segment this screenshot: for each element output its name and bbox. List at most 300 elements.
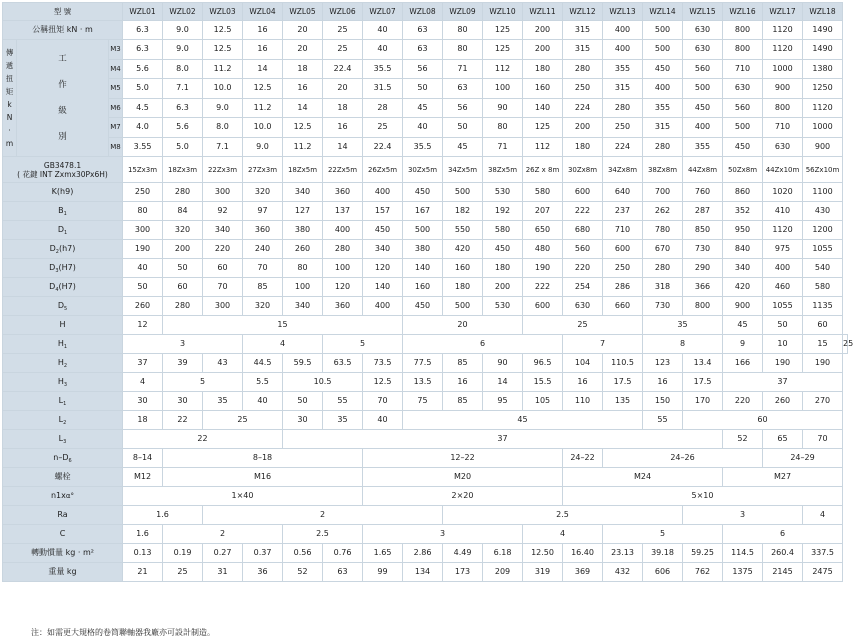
dimension-cell: 60 [203, 259, 243, 278]
dimension-cell: 17.5 [603, 373, 643, 392]
dimension-cell: 59.25 [683, 544, 723, 563]
dimension-label [3, 563, 123, 582]
dimension-cell: 12.5 [363, 373, 403, 392]
dimension-name: H [57, 358, 64, 367]
dimension-label [3, 525, 123, 544]
dimension-cell: 24–26 [603, 449, 763, 468]
dimension-cell: 220 [563, 259, 603, 278]
transmit-torque-cell: 45 [403, 98, 443, 118]
transmit-torque-cell: 31.5 [363, 79, 403, 99]
dimension-cell: 52 [283, 563, 323, 582]
dimension-cell: 50 [763, 316, 803, 335]
dimension-cell: 540 [803, 259, 843, 278]
model-header-cell: WZL02 [163, 3, 203, 21]
dimension-cell: 450 [483, 240, 523, 259]
transmit-torque-cell: 180 [563, 137, 603, 157]
dimension-cell: 55 [323, 392, 363, 411]
transmit-torque-cell: 14 [283, 98, 323, 118]
dimension-cell: 5 [323, 335, 403, 354]
transmit-torque-cell: 250 [603, 118, 643, 138]
dimension-cell: 13.5 [403, 373, 443, 392]
dimension-cell: 1100 [803, 183, 843, 202]
dimension-cell: 123 [643, 354, 683, 373]
dimension-cell: 670 [643, 240, 683, 259]
model-header-cell: WZL13 [603, 3, 643, 21]
dimension-label [3, 354, 123, 373]
transmit-torque-cell: 1120 [803, 98, 843, 118]
dimension-cell: 157 [363, 202, 403, 221]
dimension-cell: 200 [163, 240, 203, 259]
dimension-cell: 730 [643, 297, 683, 316]
transmit-torque-cell: 200 [563, 118, 603, 138]
transmit-torque-cell: 50 [443, 118, 483, 138]
transmit-torque-cell: 630 [723, 79, 763, 99]
dimension-cell: 550 [443, 221, 483, 240]
dimension-cell: 287 [683, 202, 723, 221]
dimension-cell: 190 [763, 354, 803, 373]
dimension-row-H1 [3, 335, 848, 354]
transmit-torque-cell: 12.5 [203, 40, 243, 60]
model-header-cell: WZL16 [723, 3, 763, 21]
dimension-name: 螺栓 [54, 472, 71, 481]
dimension-cell: 600 [603, 240, 643, 259]
dimension-cell: 560 [563, 240, 603, 259]
dimension-cell: 2 [163, 525, 283, 544]
spline-cell: 50Zx8m [723, 157, 763, 183]
dimension-cell: 90 [483, 354, 523, 373]
dimension-cell: 220 [723, 392, 763, 411]
dimension-cell: 640 [603, 183, 643, 202]
dimension-cell: 37 [283, 430, 723, 449]
work-level-label-char: 別 [58, 132, 67, 142]
transmit-torque-cell: 224 [603, 137, 643, 157]
model-header-cell: WZL17 [763, 3, 803, 21]
dimension-cell: 780 [643, 221, 683, 240]
transmit-torque-cell: 1380 [803, 59, 843, 79]
dimension-suffix: α° [65, 492, 75, 500]
transmit-torque-cell: 90 [483, 98, 523, 118]
dimension-cell: 530 [483, 183, 523, 202]
transmit-torque-cell: 40 [403, 118, 443, 138]
spline-cell: 22Zx3m [203, 157, 243, 183]
dimension-cell: 286 [603, 278, 643, 297]
dimension-cell: 337.5 [803, 544, 843, 563]
dimension-cell: 127 [283, 202, 323, 221]
dimension-cell: 1055 [803, 240, 843, 259]
transmit-torque-cell: 200 [523, 40, 563, 60]
dimension-row-Ra [3, 506, 848, 525]
model-header-cell: WZL05 [283, 3, 323, 21]
dimension-cell: 140 [403, 259, 443, 278]
dimension-name: n–D [53, 453, 69, 462]
dimension-row-B1 [3, 202, 848, 221]
dimension-cell: 840 [723, 240, 763, 259]
transmit-torque-cell: 140 [523, 98, 563, 118]
dimension-cell: 730 [683, 240, 723, 259]
dimension-name: 轉動慣量 kg · m² [31, 548, 94, 557]
dimension-name: Ra [57, 510, 68, 519]
dimension-cell: 97 [243, 202, 283, 221]
dimension-cell: 17.5 [683, 373, 723, 392]
transmit-torque-cell: 280 [603, 98, 643, 118]
work-level-code: M8 [109, 137, 123, 157]
transmit-torque-cell: 800 [763, 98, 803, 118]
dimension-cell: 35 [323, 411, 363, 430]
dimension-cell: 44.5 [243, 354, 283, 373]
dimension-cell: 9 [723, 335, 763, 354]
transmit-torque-cell: 18 [283, 59, 323, 79]
dimension-cell: 2.5 [443, 506, 683, 525]
model-header-label: 型 號 [3, 3, 123, 21]
dimension-cell: 680 [563, 221, 603, 240]
model-header-cell: WZL09 [443, 3, 483, 21]
dimension-cell: 60 [683, 411, 843, 430]
dimension-row-L1 [3, 392, 848, 411]
dimension-subscript: 1 [63, 211, 67, 217]
dimension-cell: 4 [123, 373, 163, 392]
dimension-cell: 4 [803, 506, 843, 525]
transmit-torque-row [3, 79, 848, 99]
dimension-cell: 2145 [763, 563, 803, 582]
dimension-cell: M16 [163, 468, 363, 487]
dimension-subscript: 2 [63, 420, 67, 426]
coupling-spec-table [2, 2, 853, 582]
transmit-torque-cell: 5.6 [123, 59, 163, 79]
model-header-cell: WZL07 [363, 3, 403, 21]
transmit-torque-cell: 112 [483, 59, 523, 79]
dimension-cell: 25 [523, 316, 643, 335]
dimension-cell: 530 [483, 297, 523, 316]
dimension-cell: 700 [643, 183, 683, 202]
dimension-cell: 16 [643, 373, 683, 392]
transmit-torque-cell: 16 [323, 118, 363, 138]
transmit-torque-cell: 450 [683, 98, 723, 118]
transmit-torque-cell: 7.1 [203, 137, 243, 157]
dimension-cell: 220 [203, 240, 243, 259]
spline-label-line: ( 花鍵 INT Zxmx30Px6H) [17, 169, 108, 179]
transmit-torque-cell: 5.6 [163, 118, 203, 138]
transmit-torque-cell: 1120 [763, 40, 803, 60]
dimension-cell: 580 [483, 221, 523, 240]
dimension-name: H [57, 339, 64, 348]
dimension-cell: 0.19 [163, 544, 203, 563]
dimension-name: L [58, 415, 64, 424]
dimension-cell: 16 [443, 373, 483, 392]
transmit-torque-cell: 28 [363, 98, 403, 118]
dimension-cell: 137 [323, 202, 363, 221]
dimension-cell: 63 [323, 563, 363, 582]
spline-cell: 30Zx5m [403, 157, 443, 183]
dimension-row-weight [3, 563, 848, 582]
dimension-cell: 12–22 [363, 449, 563, 468]
dimension-cell: 800 [683, 297, 723, 316]
dimension-cell: 85 [443, 354, 483, 373]
dimension-suffix: (h9) [56, 187, 74, 196]
transmit-torque-cell: 280 [563, 59, 603, 79]
dimension-cell: 237 [603, 202, 643, 221]
dimension-cell: 70 [243, 259, 283, 278]
dimension-cell: 13.4 [683, 354, 723, 373]
dimension-cell: 320 [243, 297, 283, 316]
transmit-torque-cell: 9.0 [243, 137, 283, 157]
dimension-suffix: (H7) [58, 282, 76, 291]
model-header-cell: WZL08 [403, 3, 443, 21]
dimension-subscript: 1 [64, 230, 68, 236]
dimension-cell: 950 [723, 221, 763, 240]
dimension-row-inertia [3, 544, 848, 563]
dimension-cell: 209 [483, 563, 523, 582]
dimension-row-C [3, 525, 848, 544]
dimension-cell: 300 [203, 297, 243, 316]
transmit-torque-cell: 900 [803, 137, 843, 157]
transmit-torque-cell: 500 [683, 79, 723, 99]
dimension-cell: 380 [283, 221, 323, 240]
transmit-torque-cell: 35.5 [403, 137, 443, 157]
transmit-torque-cell: 355 [603, 59, 643, 79]
dimension-cell: 420 [723, 278, 763, 297]
dimension-cell: 190 [803, 354, 843, 373]
nominal-torque-cell: 1120 [763, 21, 803, 40]
dimension-subscript: 2 [55, 249, 59, 255]
spline-cell: 56Zx10m [803, 157, 843, 183]
dimension-label [3, 430, 123, 449]
nominal-torque-cell: 500 [643, 21, 683, 40]
transmit-torque-cell: 80 [483, 118, 523, 138]
dimension-cell: 760 [683, 183, 723, 202]
dimension-row-K [3, 183, 848, 202]
dimension-cell: 0.13 [123, 544, 163, 563]
dimension-cell: 340 [723, 259, 763, 278]
dimension-cell: 95 [483, 392, 523, 411]
dimension-cell: 900 [723, 297, 763, 316]
dimension-name: D [49, 263, 56, 272]
dimension-cell: 0.56 [283, 544, 323, 563]
transmit-torque-cell: 315 [643, 118, 683, 138]
dimension-cell: 580 [523, 183, 563, 202]
dimension-cell: 1.6 [123, 506, 203, 525]
nominal-torque-row [3, 21, 848, 40]
transmit-torque-label-char: 傳 [5, 48, 14, 57]
dimension-subscript: 3 [63, 382, 68, 388]
dimension-cell: 40 [363, 411, 403, 430]
dimension-cell: 43 [203, 354, 243, 373]
dimension-cell: 270 [803, 392, 843, 411]
dimension-cell: 1.6 [123, 525, 163, 544]
work-level-code: M6 [109, 98, 123, 118]
dimension-cell: 250 [123, 183, 163, 202]
dimension-cell: 39.18 [643, 544, 683, 563]
dimension-cell: 320 [163, 221, 203, 240]
dimension-cell: 1120 [763, 221, 803, 240]
spline-cell: 26Z x 8m [523, 157, 563, 183]
transmit-torque-cell: 355 [643, 98, 683, 118]
dimension-cell: 369 [563, 563, 603, 582]
transmit-torque-cell: 160 [523, 79, 563, 99]
dimension-name: H [57, 377, 64, 386]
dimension-cell: 430 [803, 202, 843, 221]
dimension-cell: 8–18 [163, 449, 363, 468]
transmit-torque-cell: 400 [683, 118, 723, 138]
dimension-cell: 100 [283, 278, 323, 297]
dimension-cell: 360 [323, 297, 363, 316]
dimension-cell: 10 [763, 335, 803, 354]
dimension-cell: 318 [643, 278, 683, 297]
transmit-torque-row [3, 59, 848, 79]
dimension-cell: 380 [403, 240, 443, 259]
dimension-row-D2 [3, 240, 848, 259]
dimension-cell: 40 [243, 392, 283, 411]
dimension-cell: 500 [443, 297, 483, 316]
transmit-torque-cell: 315 [603, 79, 643, 99]
dimension-cell: 80 [123, 202, 163, 221]
transmit-torque-cell: 8.0 [163, 59, 203, 79]
dimension-cell: 35 [643, 316, 723, 335]
dimension-cell: 1.65 [363, 544, 403, 563]
dimension-cell: 30 [123, 392, 163, 411]
dimension-cell: 160 [403, 278, 443, 297]
transmit-torque-cell: 16 [283, 79, 323, 99]
dimension-cell: 630 [563, 297, 603, 316]
dimension-name: D [57, 301, 64, 310]
transmit-torque-cell: 500 [643, 40, 683, 60]
transmit-torque-cell: 710 [723, 59, 763, 79]
footnote: 注：如需更大規格的卷筒聯軸器我廠亦可設計制造。 [31, 628, 215, 637]
dimension-subscript: 1 [63, 344, 68, 350]
transmit-torque-cell: 560 [723, 98, 763, 118]
work-level-label-char: 級 [58, 106, 67, 116]
transmit-torque-cell: 355 [683, 137, 723, 157]
dimension-cell: 262 [643, 202, 683, 221]
dimension-cell: M24 [563, 468, 723, 487]
dimension-cell: 4.49 [443, 544, 483, 563]
dimension-cell: 140 [363, 278, 403, 297]
nominal-torque-cell: 315 [563, 21, 603, 40]
model-header-cell: WZL06 [323, 3, 363, 21]
dimension-cell: 710 [603, 221, 643, 240]
dimension-cell: 606 [643, 563, 683, 582]
dimension-cell: 400 [323, 221, 363, 240]
dimension-cell: 4 [243, 335, 323, 354]
dimension-subscript: 3 [63, 439, 67, 445]
model-header-cell: WZL03 [203, 3, 243, 21]
transmit-torque-cell: 100 [483, 79, 523, 99]
dimension-row-H2 [3, 354, 848, 373]
transmit-torque-cell: 9.0 [163, 40, 203, 60]
work-level-code: M7 [109, 118, 123, 138]
dimension-cell: 660 [603, 297, 643, 316]
model-header-cell: WZL04 [243, 3, 283, 21]
dimension-cell: 84 [163, 202, 203, 221]
dimension-cell: 190 [123, 240, 163, 259]
dimension-cell: 134 [403, 563, 443, 582]
dimension-label [3, 259, 123, 278]
transmit-torque-cell: 63 [443, 79, 483, 99]
dimension-cell: 70 [803, 430, 843, 449]
transmit-torque-cell: 560 [683, 59, 723, 79]
transmit-torque-cell: 50 [403, 79, 443, 99]
dimension-cell: 2.5 [283, 525, 363, 544]
dimension-cell: 260.4 [763, 544, 803, 563]
dimension-cell: 340 [283, 297, 323, 316]
dimension-cell: 100 [323, 259, 363, 278]
transmit-torque-cell: 280 [643, 137, 683, 157]
dimension-subscript: 6 [68, 458, 72, 464]
transmit-torque-cell: 6.3 [163, 98, 203, 118]
dimension-cell: 600 [523, 297, 563, 316]
transmit-torque-cell: 710 [763, 118, 803, 138]
spline-label [3, 157, 123, 183]
dimension-cell: 182 [443, 202, 483, 221]
spline-cell: 38Zx5m [483, 157, 523, 183]
model-header-cell: WZL18 [803, 3, 843, 21]
transmit-torque-cell: 10.0 [203, 79, 243, 99]
dimension-cell: 92 [203, 202, 243, 221]
dimension-cell: 85 [243, 278, 283, 297]
spline-cell: 18Zx5m [283, 157, 323, 183]
dimension-row-n1xa [3, 487, 848, 506]
dimension-cell: 166 [723, 354, 763, 373]
dimension-row-L2 [3, 411, 848, 430]
dimension-cell: 450 [403, 183, 443, 202]
dimension-cell: 5 [163, 373, 243, 392]
transmit-torque-label-char: 遞 [5, 61, 14, 70]
dimension-label [3, 544, 123, 563]
dimension-cell: 432 [603, 563, 643, 582]
dimension-cell: 37 [123, 354, 163, 373]
transmit-torque-cell: 630 [683, 40, 723, 60]
transmit-torque-cell: 22.4 [363, 137, 403, 157]
dimension-cell: 410 [763, 202, 803, 221]
dimension-row-H3 [3, 373, 848, 392]
dimension-cell: 300 [123, 221, 163, 240]
transmit-torque-cell: 25 [363, 118, 403, 138]
dimension-name: D [57, 225, 64, 234]
dimension-cell: 222 [523, 278, 563, 297]
model-header-cell: WZL01 [123, 3, 163, 21]
dimension-cell: 7 [563, 335, 643, 354]
header-row [3, 3, 848, 21]
transmit-torque-cell: 5.0 [123, 79, 163, 99]
dimension-cell: 99 [363, 563, 403, 582]
dimension-label [3, 278, 123, 297]
dimension-cell: 580 [803, 278, 843, 297]
transmit-torque-label-char: 扭 [5, 74, 14, 83]
spline-cell: 26Zx5m [363, 157, 403, 183]
nominal-torque-cell: 630 [683, 21, 723, 40]
dimension-cell: 59.5 [283, 354, 323, 373]
dimension-cell: 50 [163, 259, 203, 278]
dimension-cell: 352 [723, 202, 763, 221]
dimension-cell: 52 [723, 430, 763, 449]
transmit-torque-cell: 1250 [803, 79, 843, 99]
dimension-cell: 15 [163, 316, 403, 335]
spline-cell: 34Zx5m [443, 157, 483, 183]
dimension-subscript: 5 [64, 306, 68, 312]
dimension-row-L3 [3, 430, 848, 449]
dimension-cell: 460 [763, 278, 803, 297]
dimension-subscript: 4 [55, 287, 59, 293]
transmit-torque-cell: 22.4 [323, 59, 363, 79]
dimension-cell: 8 [643, 335, 723, 354]
dimension-cell: 340 [363, 240, 403, 259]
dimension-row-D3 [3, 259, 848, 278]
dimension-cell: 2×20 [363, 487, 563, 506]
dimension-label [3, 411, 123, 430]
dimension-label [3, 221, 123, 240]
dimension-cell: 8–14 [123, 449, 163, 468]
dimension-cell: 12.50 [523, 544, 563, 563]
dimension-cell: 23.13 [603, 544, 643, 563]
